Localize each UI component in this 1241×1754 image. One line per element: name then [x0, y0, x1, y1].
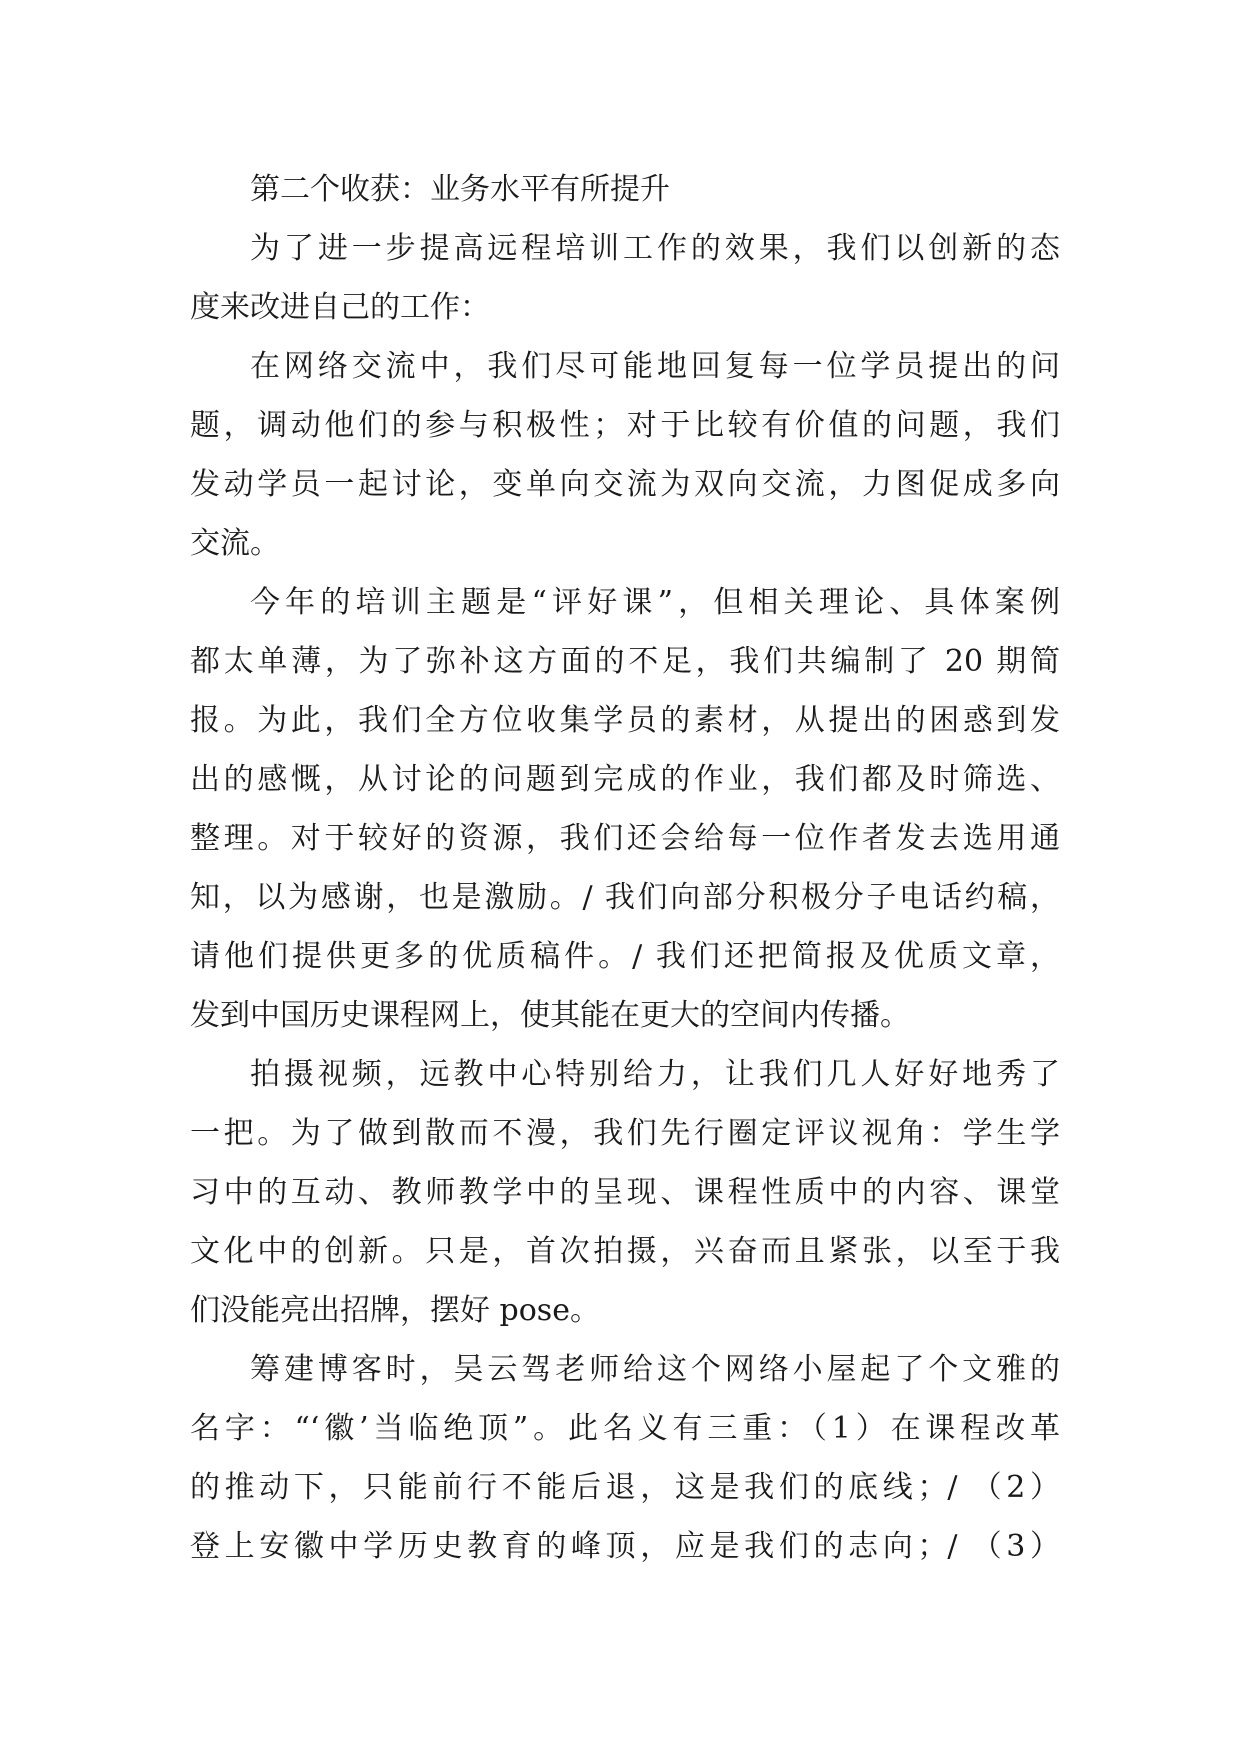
text-line: 名字：“‘徽’当临绝顶”。此名义有三重：（1）在课程改革	[190, 1411, 1060, 1446]
document-body	[190, 160, 1060, 1576]
text-line: 文化中的创新。只是，首次拍摄，兴奋而且紧张，以至于我	[190, 1234, 1060, 1269]
text-line: 登上安徽中学历史教育的峰顶，应是我们的志向；/ （3）	[190, 1529, 1060, 1564]
text-line: 出的感慨，从讨论的问题到完成的作业，我们都及时筛选、	[190, 762, 1060, 797]
text-line: 都太单薄，为了弥补这方面的不足，我们共编制了 20 期简	[190, 644, 1060, 679]
text-line: 第二个收获：业务水平有所提升	[250, 172, 670, 207]
text-line: 发到中国历史课程网上，使其能在更大的空间内传播。	[190, 998, 910, 1033]
text-line: 的推动下，只能前行不能后退，这是我们的底线；/ （2）	[190, 1470, 1060, 1505]
text-line: 整理。对于较好的资源，我们还会给每一位作者发去选用通	[190, 821, 1060, 856]
text-line: 发动学员一起讨论，变单向交流为双向交流，力图促成多向	[190, 467, 1060, 502]
text-line: 今年的培训主题是“评好课”，但相关理论、具体案例	[250, 585, 1060, 620]
text-line: 为了进一步提高远程培训工作的效果，我们以创新的态	[250, 231, 1060, 266]
text-line: 习中的互动、教师教学中的呈现、课程性质中的内容、课堂	[190, 1175, 1060, 1210]
text-line: 在网络交流中，我们尽可能地回复每一位学员提出的问	[250, 349, 1060, 384]
text-line: 知，以为感谢，也是激励。/ 我们向部分积极分子电话约稿，	[190, 880, 1060, 915]
text-line: 拍摄视频，远教中心特别给力，让我们几人好好地秀了	[250, 1057, 1060, 1092]
text-line: 度来改进自己的工作：	[190, 290, 490, 325]
text-line: 请他们提供更多的优质稿件。/ 我们还把简报及优质文章，	[190, 939, 1060, 974]
text-line: 一把。为了做到散而不漫，我们先行圈定评议视角：学生学	[190, 1116, 1060, 1151]
text-line: 交流。	[190, 526, 280, 561]
text-line: 题，调动他们的参与积极性；对于比较有价值的问题，我们	[190, 408, 1060, 443]
text-line: 报。为此，我们全方位收集学员的素材，从提出的困惑到发	[190, 703, 1060, 738]
text-line: 们没能亮出招牌，摆好 pose。	[190, 1293, 600, 1328]
text-line: 筹建博客时，吴云驾老师给这个网络小屋起了个文雅的	[250, 1352, 1060, 1387]
